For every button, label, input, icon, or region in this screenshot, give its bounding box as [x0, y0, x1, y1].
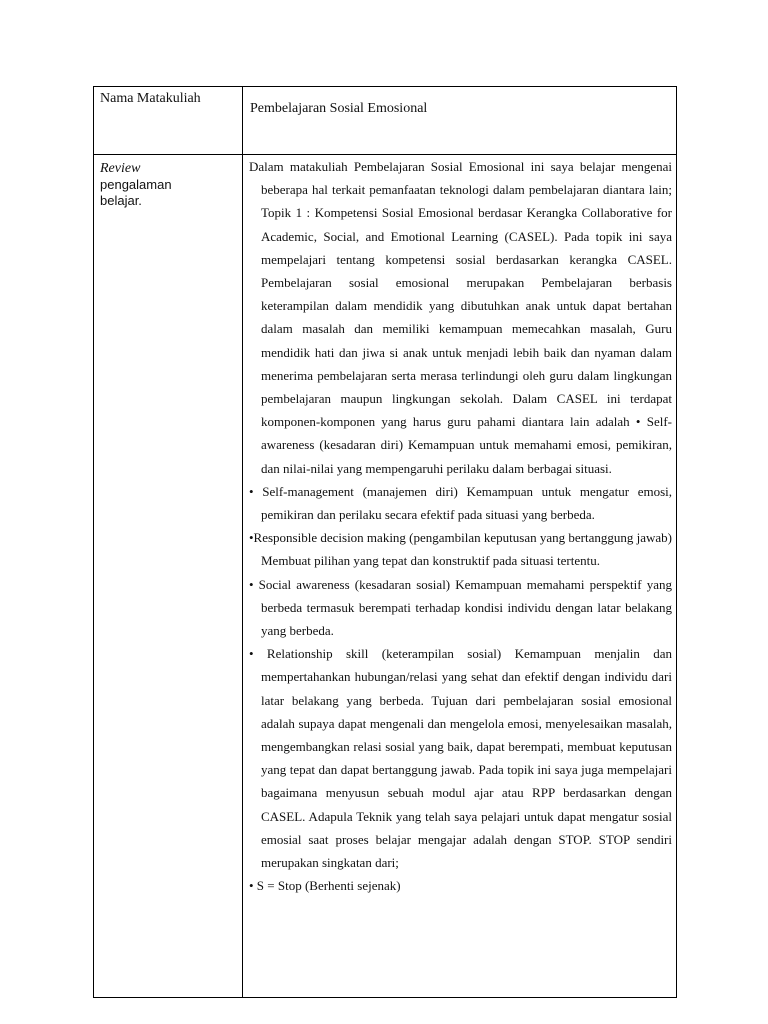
- course-name-value: Pembelajaran Sosial Emosional: [250, 101, 428, 116]
- course-name-label: Nama Matakuliah: [100, 91, 201, 106]
- bullet-responsible-decision: •Responsible decision making (pengambilan keputusan yang bertanggung jawab) Membuat pilihan yang tepat dan konstruktif pada situasi tertentu.: [249, 530, 672, 569]
- review-label: Review: [100, 161, 141, 176]
- bullet-self-management: • Self-management (manajemen diri) Kemampuan untuk mengatur emosi, pemikiran dan perilaku secara efektif pada situasi yang berbeda.: [249, 483, 672, 523]
- review-label-cell: [100, 161, 236, 209]
- bullet-social-awareness: • Social awareness (kesadaran sosial) Kemampuan memahami perspektif yang berbeda termasuk berempati terhadap kondisi individu dengan latar belakang yang berbeda.: [249, 576, 672, 639]
- course-review-table: [93, 86, 677, 998]
- review-sublabel-1: pengalaman: [100, 177, 172, 192]
- bullet-stop: • S = Stop (Berhenti sejenak): [249, 878, 401, 894]
- bullet-relationship-skill: • Relationship skill (keterampilan sosial) Kemampuan menjalin dan mempertahankan hubungan/relasi yang sehat dan efektif dengan individu dari latar belakang yang berbeda. Tujuan dari pembelajaran sosial emosional adalah supaya dapat mengenali dan mengelola emosi, menyelesaikan masalah, mengembangkan relasi sosial yang baik, dapat berempati, membuat keputusan yang tepat dan dapat bertanggung jawab. Pada topik ini saya juga mempelajari bagaimana menyusun sebuah modul ajar atau RPP berdasarkan dengan CASEL. Adapula Teknik yang telah saya pelajari untuk dapat mengatur sosial emosial saat proses belajar mengajar adalah dengan STOP. STOP sendiri merupakan singkatan dari;: [249, 646, 672, 871]
- intro-paragraph: Dalam matakuliah Pembelajaran Sosial Emosional ini saya belajar mengenai beberapa hal terkait pemanfaatan teknologi dalam pembelajaran diantara lain; Topik 1 : Kompetensi Sosial Emosional berdasar Kerangka Collaborative for Academic, Social, and Emotional Learning (CASEL). Pada topik ini saya mempelajari tentang kompetensi sosial berdasarkan kerangka CASEL. Pembelajaran sosial emosional merupakan Pembelajaran berbasis keterampilan dalam mendidik yang dibutuhkan anak untuk dapat bertahan dalam masalah dan memiliki kemampuan memecahkan masalah, Guru mendidik hati dan jiwa si anak untuk menjadi lebih baik dan nyaman dalam menerima pembelajaran serta merasa terlindungi oleh guru dalam lingkungan pembelajaran maupun lingkungan sekolah. Dalam CASEL ini terdapat komponen-komponen yang harus guru pahami diantara lain adalah • Self-awareness (kesadaran diri) Kemampuan untuk memahami emosi, pemikiran, dan nilai-nilai yang mempengaruhi perilaku dalam berbagai situasi.: [249, 159, 672, 476]
- column-divider: [242, 87, 243, 997]
- review-content: [249, 155, 672, 898]
- review-sublabel-2: belajar.: [100, 193, 142, 208]
